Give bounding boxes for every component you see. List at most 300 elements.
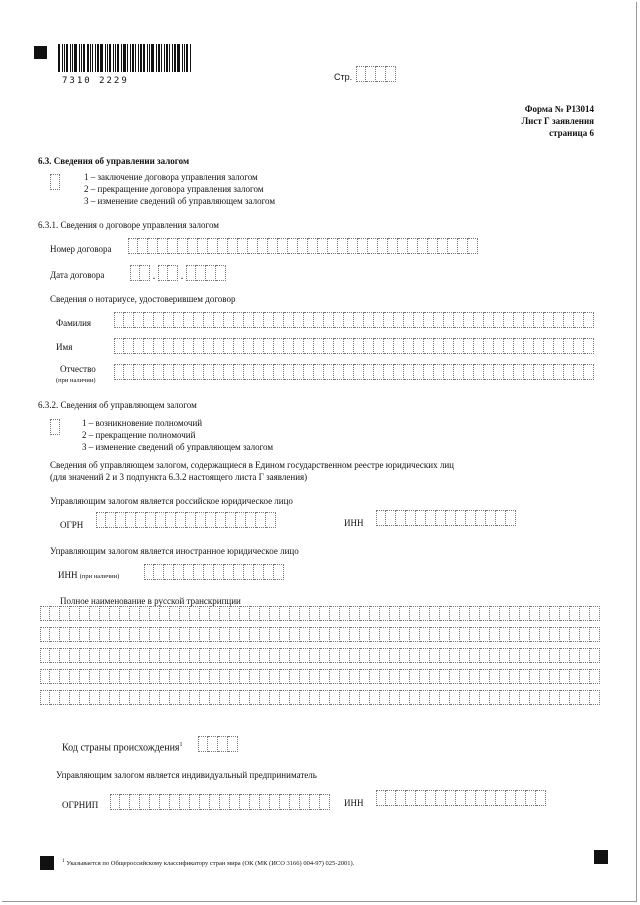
full-name-cell[interactable] — [550, 648, 560, 663]
full-name-cell[interactable] — [380, 627, 390, 642]
full-name-cell[interactable] — [120, 606, 130, 621]
full-name-cell[interactable] — [200, 606, 210, 621]
name-cell[interactable] — [294, 338, 304, 354]
full-name-cell[interactable] — [220, 648, 230, 663]
full-name-cell[interactable] — [430, 669, 440, 684]
full-name-cell[interactable] — [430, 606, 440, 621]
surname-cell[interactable] — [404, 312, 414, 328]
foreign-inn-cell[interactable] — [184, 564, 194, 580]
full-name-cell[interactable] — [420, 648, 430, 663]
full-name-cell[interactable] — [170, 669, 180, 684]
contract-number-cell[interactable] — [418, 238, 428, 254]
name-cell[interactable] — [534, 338, 544, 354]
name-cell[interactable] — [464, 338, 474, 354]
full-name-cell[interactable] — [280, 669, 290, 684]
contract-number-cell[interactable] — [328, 238, 338, 254]
full-name-cell[interactable] — [440, 606, 450, 621]
full-name-cell[interactable] — [180, 627, 190, 642]
contract-number-cell[interactable] — [268, 238, 278, 254]
full-name-cell[interactable] — [360, 690, 370, 705]
name-cell[interactable] — [114, 338, 124, 354]
name-cell[interactable] — [564, 338, 574, 354]
ip-inn-cell[interactable] — [496, 790, 506, 806]
full-name-cell[interactable] — [100, 606, 110, 621]
surname-cell[interactable] — [484, 312, 494, 328]
ogrn-cell[interactable] — [196, 512, 206, 528]
page-number-field[interactable] — [356, 66, 396, 82]
ogrnip-cell[interactable] — [220, 794, 230, 810]
patronymic-cell[interactable] — [134, 364, 144, 380]
ogrn-cell[interactable] — [266, 512, 276, 528]
patronymic-cell[interactable] — [194, 364, 204, 380]
inn-cell[interactable] — [406, 510, 416, 526]
full-name-cell[interactable] — [460, 648, 470, 663]
patronymic-cell[interactable] — [554, 364, 564, 380]
full-name-cell[interactable] — [340, 606, 350, 621]
full-name-cell[interactable] — [160, 648, 170, 663]
contract-number-cell[interactable] — [128, 238, 138, 254]
surname-cell[interactable] — [534, 312, 544, 328]
full-name-cell[interactable] — [130, 648, 140, 663]
full-name-cell[interactable] — [480, 627, 490, 642]
full-name-cell[interactable] — [540, 690, 550, 705]
name-cell[interactable] — [174, 338, 184, 354]
patronymic-cell[interactable] — [284, 364, 294, 380]
full-name-cell[interactable] — [210, 690, 220, 705]
full-name-cell[interactable] — [60, 690, 70, 705]
ogrnip-cell[interactable] — [250, 794, 260, 810]
foreign-inn-cell[interactable] — [274, 564, 284, 580]
full-name-cell[interactable] — [110, 690, 120, 705]
patronymic-cell[interactable] — [164, 364, 174, 380]
full-name-cell[interactable] — [70, 690, 80, 705]
ip-inn-cell[interactable] — [416, 790, 426, 806]
full-name-cell[interactable] — [410, 648, 420, 663]
full-name-cell[interactable] — [290, 669, 300, 684]
full-name-cell[interactable] — [40, 606, 50, 621]
full-name-cell[interactable] — [450, 627, 460, 642]
full-name-cell[interactable] — [40, 648, 50, 663]
ogrnip-cell[interactable] — [310, 794, 320, 810]
surname-cell[interactable] — [474, 312, 484, 328]
surname-cell[interactable] — [214, 312, 224, 328]
inn-cell[interactable] — [496, 510, 506, 526]
full-name-cell[interactable] — [170, 648, 180, 663]
ogrn-cell[interactable] — [256, 512, 266, 528]
full-name-cell[interactable] — [120, 648, 130, 663]
full-name-cell[interactable] — [540, 606, 550, 621]
full-name-cell[interactable] — [240, 627, 250, 642]
full-name-cell[interactable] — [170, 606, 180, 621]
name-cell[interactable] — [314, 338, 324, 354]
surname-cell[interactable] — [244, 312, 254, 328]
full-name-cell[interactable] — [140, 606, 150, 621]
full-name-cell[interactable] — [300, 606, 310, 621]
ip-inn-cell[interactable] — [446, 790, 456, 806]
full-name-cell[interactable] — [160, 606, 170, 621]
full-name-cell[interactable] — [190, 648, 200, 663]
full-name-cell[interactable] — [60, 627, 70, 642]
full-name-cell[interactable] — [390, 648, 400, 663]
name-cell[interactable] — [584, 338, 594, 354]
full-name-cell[interactable] — [260, 648, 270, 663]
surname-cell[interactable] — [424, 312, 434, 328]
full-name-cell[interactable] — [590, 690, 600, 705]
full-name-cell[interactable] — [580, 606, 590, 621]
full-name-cell[interactable] — [540, 669, 550, 684]
full-name-cell[interactable] — [590, 648, 600, 663]
full-name-cell[interactable] — [410, 669, 420, 684]
patronymic-cell[interactable] — [354, 364, 364, 380]
full-name-cell[interactable] — [310, 606, 320, 621]
full-name-cell[interactable] — [110, 627, 120, 642]
full-name-cell[interactable] — [370, 627, 380, 642]
full-name-cell[interactable] — [430, 648, 440, 663]
full-name-cell[interactable] — [120, 627, 130, 642]
full-name-cell[interactable] — [160, 690, 170, 705]
patronymic-cell[interactable] — [524, 364, 534, 380]
full-name-cell[interactable] — [90, 690, 100, 705]
full-name-cell[interactable] — [400, 648, 410, 663]
name-cell[interactable] — [204, 338, 214, 354]
full-name-cell[interactable] — [140, 690, 150, 705]
patronymic-cell[interactable] — [574, 364, 584, 380]
full-name-cell[interactable] — [80, 627, 90, 642]
ip-inn-cell[interactable] — [396, 790, 406, 806]
full-name-cell[interactable] — [390, 627, 400, 642]
full-name-cell[interactable] — [150, 690, 160, 705]
name-cell[interactable] — [134, 338, 144, 354]
full-name-cell[interactable] — [510, 690, 520, 705]
full-name-cell[interactable] — [510, 606, 520, 621]
patronymic-cell[interactable] — [294, 364, 304, 380]
full-name-cell[interactable] — [580, 669, 590, 684]
full-name-cell[interactable] — [200, 690, 210, 705]
full-name-cell[interactable] — [500, 606, 510, 621]
full-name-cell[interactable] — [580, 648, 590, 663]
full-name-cell[interactable] — [360, 648, 370, 663]
name-cell[interactable] — [194, 338, 204, 354]
contract-date-field[interactable] — [130, 265, 226, 281]
full-name-cell[interactable] — [180, 648, 190, 663]
contract-number-cell[interactable] — [208, 238, 218, 254]
full-name-cell[interactable] — [380, 690, 390, 705]
name-cell[interactable] — [214, 338, 224, 354]
manager-code-field[interactable] — [50, 419, 60, 435]
inn-field[interactable] — [376, 510, 516, 526]
full-name-cell[interactable] — [430, 627, 440, 642]
contract-number-cell[interactable] — [258, 238, 268, 254]
full-name-cell[interactable] — [390, 690, 400, 705]
surname-cell[interactable] — [514, 312, 524, 328]
full-name-cell[interactable] — [360, 606, 370, 621]
country-code-field[interactable] — [198, 736, 238, 752]
full-name-cell[interactable] — [190, 690, 200, 705]
full-name-cell[interactable] — [330, 606, 340, 621]
surname-cell[interactable] — [414, 312, 424, 328]
name-cell[interactable] — [144, 338, 154, 354]
foreign-inn-cell[interactable] — [224, 564, 234, 580]
contract-number-cell[interactable] — [468, 238, 478, 254]
full-name-cell[interactable] — [70, 606, 80, 621]
ip-inn-cell[interactable] — [486, 790, 496, 806]
ip-inn-cell[interactable] — [506, 790, 516, 806]
full-name-cell[interactable] — [260, 669, 270, 684]
patronymic-cell[interactable] — [404, 364, 414, 380]
surname-cell[interactable] — [164, 312, 174, 328]
foreign-inn-cell[interactable] — [214, 564, 224, 580]
full-name-cell[interactable] — [220, 627, 230, 642]
ogrn-cell[interactable] — [106, 512, 116, 528]
full-name-cell[interactable] — [490, 690, 500, 705]
full-name-cell[interactable] — [500, 690, 510, 705]
name-cell[interactable] — [484, 338, 494, 354]
full-name-cell[interactable] — [90, 606, 100, 621]
full-name-cell[interactable] — [540, 627, 550, 642]
full-name-cell[interactable] — [350, 690, 360, 705]
patronymic-cell[interactable] — [324, 364, 334, 380]
surname-cell[interactable] — [314, 312, 324, 328]
full-name-cell[interactable] — [560, 627, 570, 642]
full-name-cell[interactable] — [270, 606, 280, 621]
ogrn-cell[interactable] — [156, 512, 166, 528]
patronymic-cell[interactable] — [204, 364, 214, 380]
full-name-cell[interactable] — [560, 669, 570, 684]
full-name-cell[interactable] — [310, 669, 320, 684]
foreign-inn-cell[interactable] — [254, 564, 264, 580]
full-name-cell[interactable] — [380, 648, 390, 663]
full-name-cell[interactable] — [90, 627, 100, 642]
full-name-cell[interactable] — [250, 606, 260, 621]
full-name-cell[interactable] — [220, 606, 230, 621]
full-name-cell[interactable] — [50, 648, 60, 663]
patronymic-cell[interactable] — [174, 364, 184, 380]
surname-cell[interactable] — [134, 312, 144, 328]
contract-number-cell[interactable] — [158, 238, 168, 254]
name-cell[interactable] — [544, 338, 554, 354]
full-name-cell[interactable] — [480, 690, 490, 705]
ip-inn-cell[interactable] — [376, 790, 386, 806]
full-name-cell[interactable] — [520, 669, 530, 684]
full-name-cell[interactable] — [410, 606, 420, 621]
full-name-cell[interactable] — [440, 669, 450, 684]
full-name-cell[interactable] — [240, 690, 250, 705]
name-cell[interactable] — [274, 338, 284, 354]
full-name-cell[interactable] — [340, 627, 350, 642]
full-name-cell[interactable] — [300, 669, 310, 684]
full-name-cell[interactable] — [300, 690, 310, 705]
name-cell[interactable] — [434, 338, 444, 354]
ogrnip-cell[interactable] — [130, 794, 140, 810]
contract-number-cell[interactable] — [338, 238, 348, 254]
contract-number-cell[interactable] — [248, 238, 258, 254]
full-name-cell[interactable] — [560, 690, 570, 705]
full-name-cell[interactable] — [90, 669, 100, 684]
full-name-cell[interactable] — [210, 669, 220, 684]
full-name-cell[interactable] — [100, 669, 110, 684]
full-name-cell[interactable] — [530, 648, 540, 663]
full-name-cell[interactable] — [70, 648, 80, 663]
full-name-cell[interactable] — [150, 606, 160, 621]
full-name-cell[interactable] — [560, 648, 570, 663]
full-name-cell[interactable] — [70, 669, 80, 684]
contract-number-cell[interactable] — [428, 238, 438, 254]
full-name-cell[interactable] — [370, 648, 380, 663]
full-name-cell[interactable] — [470, 690, 480, 705]
surname-cell[interactable] — [494, 312, 504, 328]
foreign-inn-field[interactable] — [144, 564, 284, 580]
full-name-cell[interactable] — [130, 690, 140, 705]
surname-cell[interactable] — [344, 312, 354, 328]
contract-number-cell[interactable] — [408, 238, 418, 254]
full-name-cell[interactable] — [530, 627, 540, 642]
full-name-cell[interactable] — [180, 669, 190, 684]
full-name-cell[interactable] — [410, 690, 420, 705]
full-name-cell[interactable] — [130, 627, 140, 642]
foreign-inn-cell[interactable] — [154, 564, 164, 580]
surname-cell[interactable] — [584, 312, 594, 328]
full-name-cell[interactable] — [50, 606, 60, 621]
surname-cell[interactable] — [274, 312, 284, 328]
full-name-cell[interactable] — [460, 690, 470, 705]
ogrnip-cell[interactable] — [240, 794, 250, 810]
full-name-cell[interactable] — [290, 648, 300, 663]
full-name-cell[interactable] — [50, 669, 60, 684]
full-name-cell[interactable] — [110, 606, 120, 621]
name-cell[interactable] — [514, 338, 524, 354]
full-name-cell[interactable] — [460, 669, 470, 684]
full-name-cell[interactable] — [400, 690, 410, 705]
surname-cell[interactable] — [284, 312, 294, 328]
surname-cell[interactable] — [154, 312, 164, 328]
full-name-cell[interactable] — [210, 648, 220, 663]
full-name-cell[interactable] — [210, 627, 220, 642]
surname-cell[interactable] — [334, 312, 344, 328]
full-name-cell[interactable] — [200, 669, 210, 684]
patronymic-cell[interactable] — [264, 364, 274, 380]
full-name-cell[interactable] — [210, 606, 220, 621]
contract-number-field[interactable] — [128, 238, 478, 254]
foreign-inn-cell[interactable] — [164, 564, 174, 580]
ogrnip-cell[interactable] — [160, 794, 170, 810]
contract-number-cell[interactable] — [388, 238, 398, 254]
full-name-cell[interactable] — [50, 627, 60, 642]
full-name-cell[interactable] — [250, 690, 260, 705]
ogrnip-cell[interactable] — [140, 794, 150, 810]
patronymic-cell[interactable] — [234, 364, 244, 380]
full-name-cell[interactable] — [320, 606, 330, 621]
patronymic-cell[interactable] — [114, 364, 124, 380]
patronymic-cell[interactable] — [344, 364, 354, 380]
contract-number-cell[interactable] — [448, 238, 458, 254]
full-name-cell[interactable] — [400, 606, 410, 621]
ogrn-cell[interactable] — [126, 512, 136, 528]
surname-cell[interactable] — [224, 312, 234, 328]
patronymic-cell[interactable] — [564, 364, 574, 380]
full-name-cell[interactable] — [570, 627, 580, 642]
ogrnip-cell[interactable] — [190, 794, 200, 810]
full-name-cell[interactable] — [460, 627, 470, 642]
full-name-cell[interactable] — [130, 669, 140, 684]
foreign-inn-cell[interactable] — [144, 564, 154, 580]
full-name-cell[interactable] — [280, 606, 290, 621]
full-name-cell[interactable] — [150, 627, 160, 642]
ogrn-cell[interactable] — [186, 512, 196, 528]
name-cell[interactable] — [414, 338, 424, 354]
surname-cell[interactable] — [184, 312, 194, 328]
contract-number-cell[interactable] — [188, 238, 198, 254]
full-name-cell[interactable] — [170, 627, 180, 642]
patronymic-cell[interactable] — [254, 364, 264, 380]
full-name-cell[interactable] — [330, 627, 340, 642]
foreign-inn-cell[interactable] — [234, 564, 244, 580]
full-name-cell[interactable] — [60, 606, 70, 621]
full-name-cell[interactable] — [500, 648, 510, 663]
surname-cell[interactable] — [394, 312, 404, 328]
full-name-cell[interactable] — [420, 690, 430, 705]
name-cell[interactable] — [444, 338, 454, 354]
ogrnip-field[interactable] — [110, 794, 330, 810]
patronymic-cell[interactable] — [514, 364, 524, 380]
patronymic-cell[interactable] — [494, 364, 504, 380]
ip-inn-cell[interactable] — [426, 790, 436, 806]
full-name-cell[interactable] — [40, 627, 50, 642]
name-cell[interactable] — [524, 338, 534, 354]
contract-number-cell[interactable] — [358, 238, 368, 254]
full-name-cell[interactable] — [320, 690, 330, 705]
full-name-cell[interactable] — [170, 690, 180, 705]
full-name-cell[interactable] — [500, 627, 510, 642]
full-name-cell[interactable] — [510, 627, 520, 642]
full-name-cell[interactable] — [530, 606, 540, 621]
full-name-cell[interactable] — [280, 648, 290, 663]
full-name-cell[interactable] — [120, 669, 130, 684]
patronymic-cell[interactable] — [304, 364, 314, 380]
full-name-cell[interactable] — [340, 669, 350, 684]
full-name-cell[interactable] — [470, 648, 480, 663]
ogrnip-cell[interactable] — [260, 794, 270, 810]
full-name-cell[interactable] — [500, 669, 510, 684]
full-name-cell[interactable] — [160, 669, 170, 684]
surname-field[interactable] — [114, 312, 594, 328]
patronymic-cell[interactable] — [384, 364, 394, 380]
full-name-cell[interactable] — [350, 648, 360, 663]
ip-inn-cell[interactable] — [456, 790, 466, 806]
contract-number-cell[interactable] — [308, 238, 318, 254]
full-name-cell[interactable] — [80, 648, 90, 663]
contract-number-cell[interactable] — [378, 238, 388, 254]
inn-cell[interactable] — [506, 510, 516, 526]
name-field[interactable] — [114, 338, 594, 354]
ip-inn-cell[interactable] — [516, 790, 526, 806]
patronymic-cell[interactable] — [434, 364, 444, 380]
patronymic-cell[interactable] — [144, 364, 154, 380]
patronymic-cell[interactable] — [214, 364, 224, 380]
surname-cell[interactable] — [174, 312, 184, 328]
full-name-cell[interactable] — [190, 627, 200, 642]
full-name-cell[interactable] — [290, 627, 300, 642]
foreign-inn-cell[interactable] — [194, 564, 204, 580]
name-cell[interactable] — [454, 338, 464, 354]
full-name-cell[interactable] — [320, 627, 330, 642]
foreign-inn-cell[interactable] — [174, 564, 184, 580]
full-name-cell[interactable] — [440, 648, 450, 663]
full-name-cell[interactable] — [40, 690, 50, 705]
ogrn-cell[interactable] — [226, 512, 236, 528]
ogrnip-cell[interactable] — [180, 794, 190, 810]
full-name-cell[interactable] — [260, 690, 270, 705]
full-name-cell[interactable] — [60, 669, 70, 684]
